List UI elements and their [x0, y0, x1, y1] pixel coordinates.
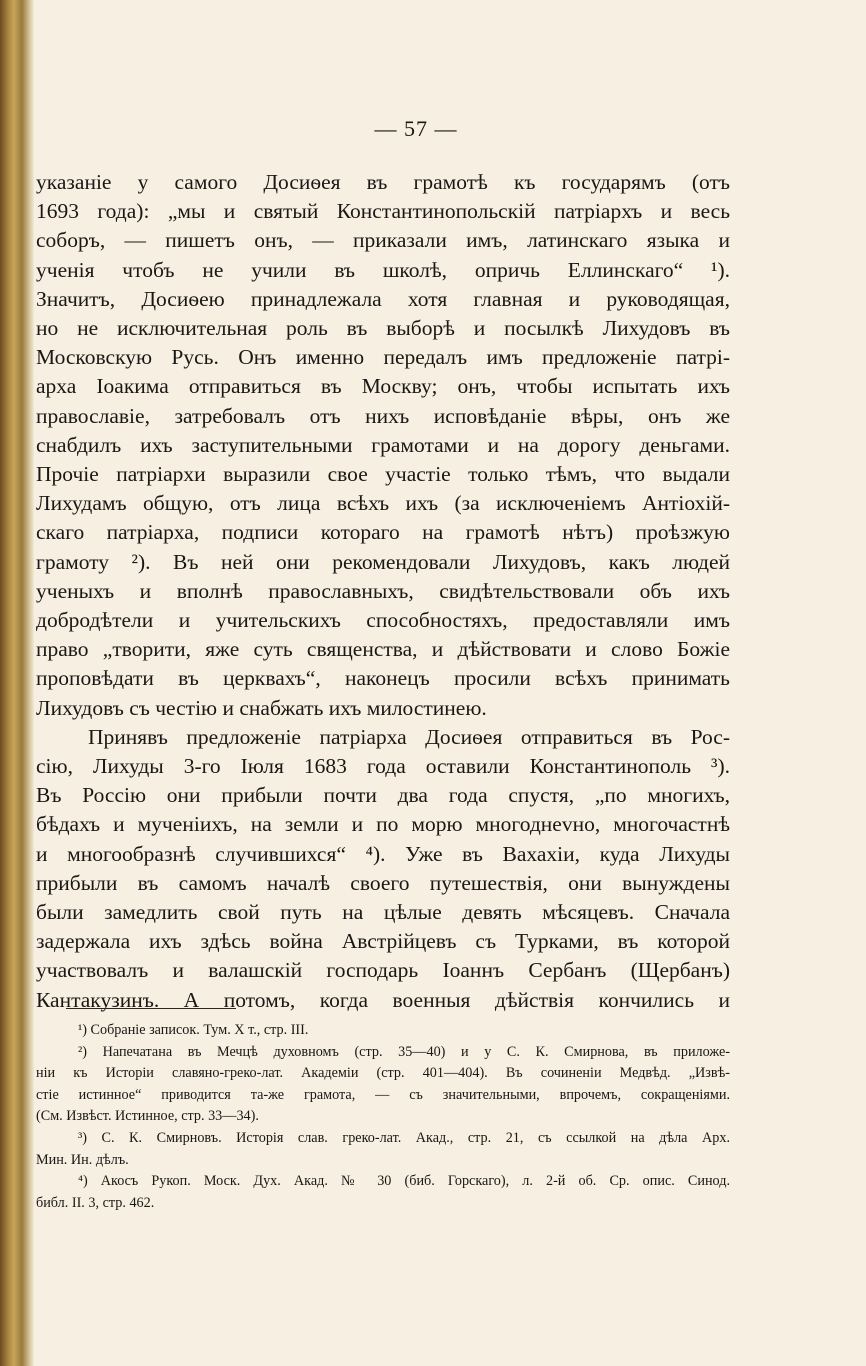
text-line: Кантакузинъ. А потомъ, когда военныя дѣйствія кончились и [36, 987, 730, 1012]
text-line: были замедлить свой путь на цѣлые девять мѣсяцевъ. Сначала [36, 900, 730, 925]
text-line: Принявъ предложеніе патріарха Досиѳея отправиться въ Рос- [88, 724, 730, 749]
footnote-line: (См. Извѣст. Истинное, стр. 33—34). [36, 1108, 259, 1125]
text-line: сію, Лихуды 3-го Іюля 1683 года оставили Константинополь ³). [36, 754, 730, 779]
text-line: Прочіе патріархи выразили свое участіе только тѣмъ, что выдали [36, 462, 730, 487]
text-line: право „творити, яже суть священства, и дѣйствовати и слово Божіе [36, 637, 730, 662]
main-text [36, 168, 730, 1015]
footnote-line: ніи къ Исторіи славяно-греко-лат. Академіи (стр. 401—404). Въ сочиненіи Медвѣд. „Извѣ- [36, 1065, 730, 1082]
footnote-separator [66, 1008, 236, 1009]
footnote-line: ⁴) Акосъ Рукоп. Моск. Дух. Акад. № 30 (биб. Горскаго), л. 2-й об. Ср. опис. Синод. [78, 1173, 730, 1190]
text-line: православіе, затребовалъ отъ нихъ исповѣданіе вѣры, онъ же [36, 403, 730, 428]
text-line: проповѣдати въ церквахъ“, наконецъ просили всѣхъ принимать [36, 666, 730, 691]
footnote-line: библ. II. 3, стр. 462. [36, 1194, 155, 1211]
text-line: указаніе у самого Досиѳея въ грамотѣ къ государямъ (отъ [36, 170, 730, 194]
text-line: ученія чтобъ не учили въ школѣ, опричь Еллинскаго“ ¹). [36, 257, 730, 282]
text-line: и многообразнѣ случившихся“ ⁴). Уже въ Вахахіи, куда Лихуды [36, 841, 730, 866]
text-line: задержала ихъ здѣсь война Австрійцевъ съ Турками, въ которой [36, 929, 730, 954]
footnote-line: ³) С. К. Смирновъ. Исторія слав. греко-лат. Акад., стр. 21, съ ссылкой на дѣла Арх. [78, 1129, 730, 1146]
text-line: Московскую Русь. Онъ именно передалъ имъ предложеніе патрі- [36, 345, 730, 370]
text-line: добродѣтели и учительскихъ способностяхъ, предоставляли имъ [36, 608, 730, 633]
footnote-line: ²) Напечатана въ Мечцѣ духовномъ (стр. 35—40) и у С. К. Смирнова, въ приложе- [78, 1043, 730, 1060]
text-line: снабдилъ ихъ заступительными грамотами и на дорогу деньгами. [36, 432, 730, 457]
text-line: грамоту ²). Въ ней они рекомендовали Лихудовъ, какъ людей [36, 549, 730, 574]
text-line: участвовалъ и валашскій господарь Іоаннъ Сербанъ (Щербанъ) [36, 958, 730, 983]
text-line: Лихудовъ съ честію и снабжать ихъ милостинею. [36, 695, 487, 720]
book-page [36, 0, 856, 1366]
text-line: скаго патріарха, подписи котораго на грамотѣ нѣтъ) проѣзжую [36, 520, 730, 545]
text-line: но не исключительная роль въ выборѣ и посылкѣ Лихудовъ въ [36, 316, 730, 341]
footnote-line: Мин. Ин. дѣлъ. [36, 1151, 129, 1168]
text-line: 1693 года): „мы и святый Константинопольскій патріархъ и весь [36, 199, 730, 224]
footnote-line: ¹) Собраніе записок. Тум. X т., стр. III. [78, 1022, 309, 1038]
text-line: Въ Россію они прибыли почти два года спустя, „по многихъ, [36, 783, 730, 808]
text-line: арха Іоакима отправиться въ Москву; онъ, чтобы испытать ихъ [36, 374, 730, 399]
text-line: ученыхъ и вполнѣ православныхъ, свидѣтельствовали объ ихъ [36, 578, 730, 603]
text-line: прибыли въ самомъ началѣ своего путешествія, они вынуждены [36, 870, 730, 895]
page-number: — 57 — [374, 116, 458, 141]
book-binding-edge [0, 0, 34, 1366]
text-line: Лихудамъ общую, отъ лица всѣхъ ихъ (за исключеніемъ Антіохій- [36, 491, 730, 516]
footnote-line: стіе истинное“ приводится та-же грамота, — съ значительными, впрочемъ, сокращеніями. [36, 1086, 730, 1103]
text-line: Значитъ, Досиѳею принадлежала хотя главная и руководящая, [36, 286, 730, 311]
text-line: бѣдахъ и мученіихъ, на земли и по морю многоднevно, многочастнѣ [36, 812, 730, 837]
footnotes [36, 1020, 730, 1214]
text-line: соборъ, — пишетъ онъ, — приказали имъ, латинскаго языка и [36, 228, 730, 253]
